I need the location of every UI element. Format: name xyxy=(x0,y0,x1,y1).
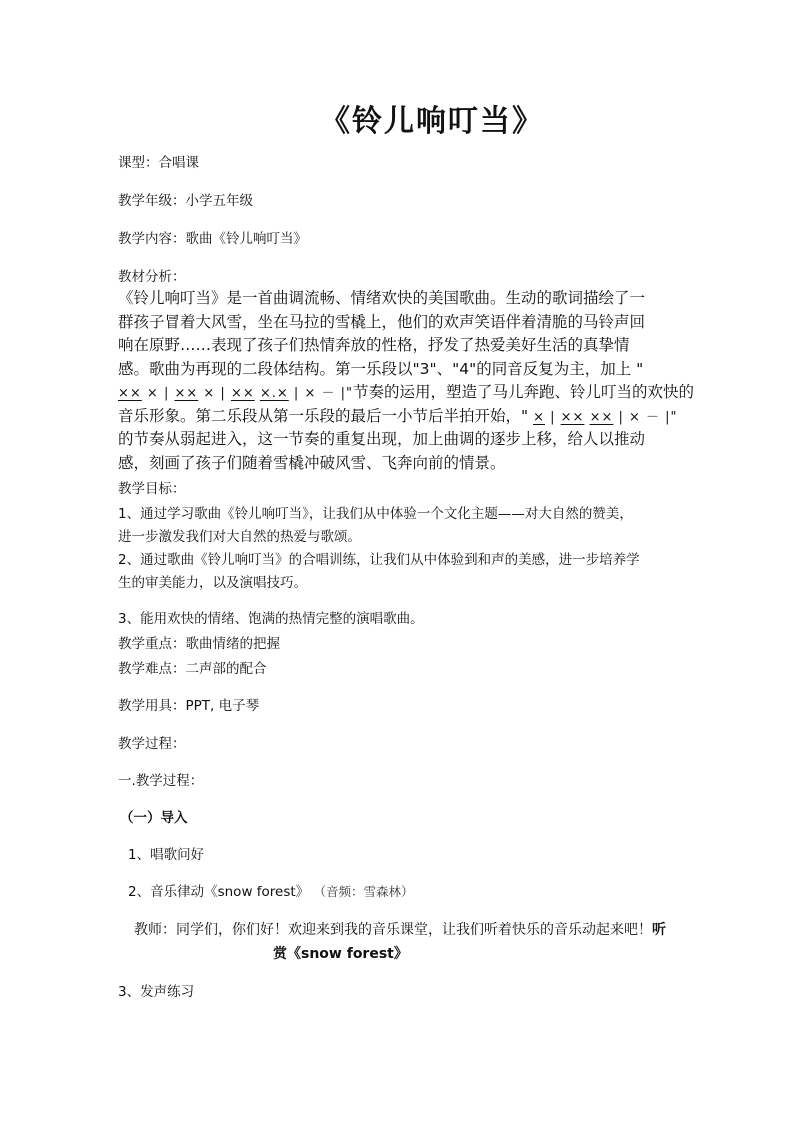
document-title: 《铃儿响叮当》 xyxy=(320,104,544,139)
process-label: 教学过程： xyxy=(118,736,186,752)
difficulty: 教学难点：二声部的配合 xyxy=(118,661,267,677)
rhythm-notation xyxy=(118,386,353,401)
rhythm-beat: × xyxy=(533,409,545,425)
rhythm-beat: × | xyxy=(141,386,175,401)
rhythm-beat: ×× xyxy=(230,386,255,401)
analysis-line: 群孩子冒着大风雪，坐在马拉的雪橇上，他们的欢声笑语伴着清脆的马铃声回 xyxy=(118,312,646,331)
rhythm-beat: ×× xyxy=(118,386,142,401)
analysis-label: 教材分析： xyxy=(118,269,186,285)
teacher-dialogue xyxy=(134,921,666,939)
step-1: 1、唱歌问好 xyxy=(128,847,205,863)
teaching-tools: 教学用具：PPT, 电子琴 xyxy=(118,698,260,714)
lesson-type: 课型：合唱课 xyxy=(118,155,199,171)
analysis-line: 《铃儿响叮当》是一首曲调流畅、情绪欢快的美国歌曲。生动的歌词描绘了一 xyxy=(118,289,646,307)
teacher-speech: 教师：同学们，你们好！欢迎来到我的音乐课堂，让我们听着快乐的音乐动起来吧！ xyxy=(134,922,652,938)
goal-1-cont: 进一步激发我们对大自然的热爱与歌颂。 xyxy=(118,529,361,545)
analysis-line-rhythm xyxy=(118,405,678,429)
analysis-line: 的节奏从弱起进入，这一节奏的重复出现，加上曲调的逐步上移，给人以推动 xyxy=(118,430,646,448)
teacher-speech-bold: 听 xyxy=(652,922,666,938)
teaching-content: 教学内容：歌曲《铃儿响叮当》 xyxy=(118,231,307,247)
step-2-title: 2、音乐律动《snow forest》 xyxy=(128,884,310,900)
rhythm-beat: ×× xyxy=(174,386,199,401)
step-2-note: （音频：雪森林） xyxy=(313,884,414,899)
analysis-text: 节奏的运用，塑造了马儿奔跑、铃儿叮当的欢快的 xyxy=(352,383,694,401)
analysis-line: 感，刻画了孩子们随着雪橇冲破风雪、飞奔向前的情景。 xyxy=(118,453,506,472)
section-heading-intro: （一）导入 xyxy=(120,810,188,826)
analysis-line: 响在原野……表现了孩子们热情奔放的性格，抒发了热爱美好生活的真挚情 xyxy=(118,336,630,354)
step-3: 3、发声练习 xyxy=(118,984,195,1000)
analysis-line: 感。歌曲为再现的二段体结构。第一乐段以"3"、"4"的同音反复为主，加上 " xyxy=(118,359,644,378)
rhythm-beat: ×× xyxy=(560,409,585,425)
goal-2: 2、通过歌曲《铃儿响叮当》的合唱训练，让我们从中体验到和声的美感，进一步培养学 xyxy=(118,552,640,568)
goal-2-cont: 生的审美能力，以及演唱技巧。 xyxy=(118,575,307,591)
material-analysis xyxy=(118,287,694,475)
goals-label: 教学目标： xyxy=(118,481,186,497)
goal-1: 1、通过学习歌曲《铃儿响叮当》，让我们从中体验一个文化主题——对大自然的赞美， xyxy=(118,506,633,522)
rhythm-beat: | xyxy=(544,409,561,425)
goal-3: 3、能用欢快的情绪、饱满的热情完整的演唱歌曲。 xyxy=(118,611,424,627)
analysis-line-rhythm xyxy=(118,381,694,405)
grade-level: 教学年级：小学五年级 xyxy=(118,193,253,209)
rhythm-beat: × | xyxy=(198,386,231,401)
rhythm-beat: | × － |" xyxy=(288,386,353,401)
teacher-dialogue-cont: 赏《snow forest》 xyxy=(273,946,408,962)
rhythm-beat: ×.× xyxy=(259,386,289,401)
analysis-text: 音乐形象。第二乐段从第一乐段的最后一小节后半拍开始，" xyxy=(118,406,534,425)
key-point: 教学重点：歌曲情绪的把握 xyxy=(118,636,280,652)
rhythm-notation xyxy=(533,410,677,425)
process-heading: 一.教学过程： xyxy=(118,773,204,789)
rhythm-beat: ×× xyxy=(589,409,614,425)
step-2 xyxy=(128,883,413,901)
rhythm-beat: | × － |" xyxy=(613,409,678,425)
